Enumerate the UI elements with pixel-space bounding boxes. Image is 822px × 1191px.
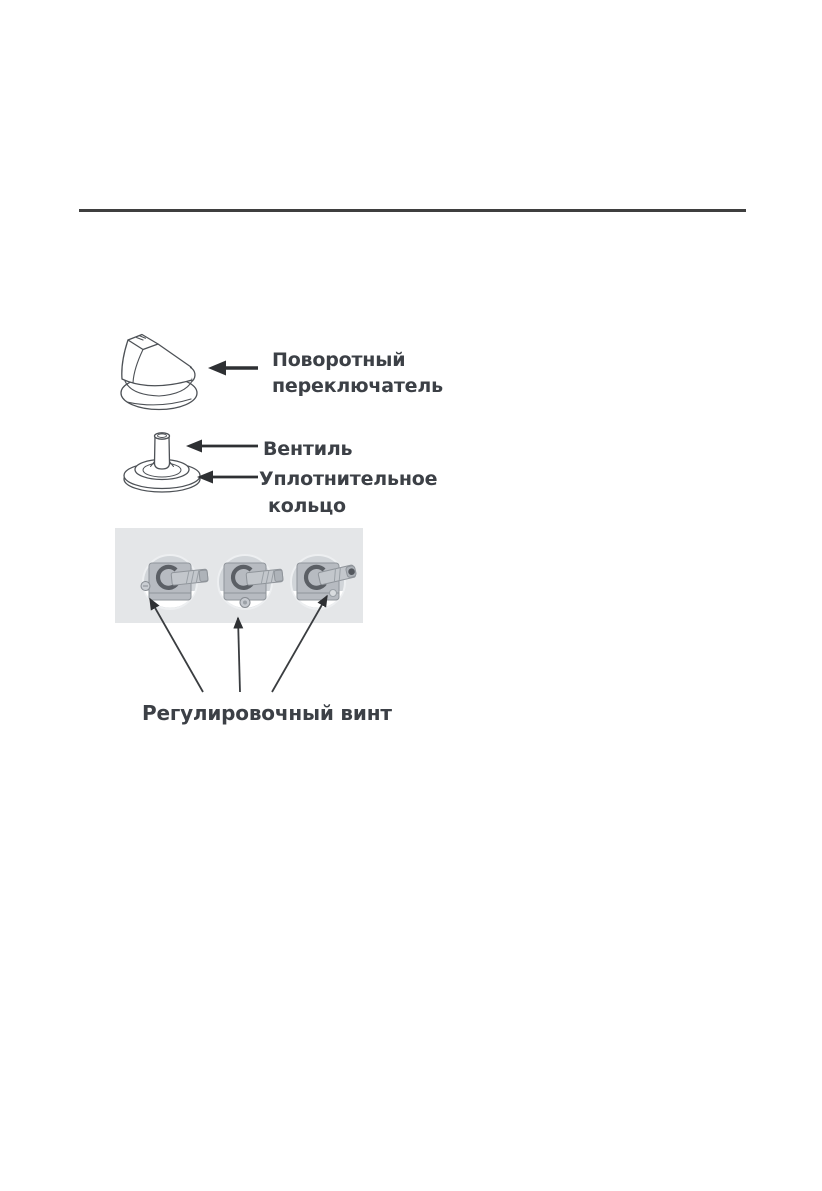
valve-label: Вентиль (263, 438, 353, 460)
section-divider-line (79, 209, 746, 212)
adjustment-screw-3 (330, 590, 337, 597)
arrow-to-sealing-ring (197, 471, 258, 484)
arrow-to-valve (186, 440, 258, 453)
burner-valve-panel-illustration (115, 528, 363, 623)
rotary-switch-label-line1: Поворотный (272, 349, 406, 371)
arrow-to-screw-2 (238, 618, 240, 692)
valve-illustration (124, 433, 200, 492)
rotary-switch-label-line2: переключатель (272, 375, 443, 397)
sealing-ring-label-line2: кольцо (268, 495, 346, 517)
arrow-to-rotary-knob (208, 361, 258, 376)
rotary-switch-label (272, 347, 443, 399)
adjustment-screw-label: Регулировочный винт (142, 701, 392, 725)
sealing-ring-label (259, 466, 437, 520)
rotary-knob-illustration (121, 335, 197, 410)
sealing-ring-label-line1: Уплотнительное (259, 468, 438, 490)
